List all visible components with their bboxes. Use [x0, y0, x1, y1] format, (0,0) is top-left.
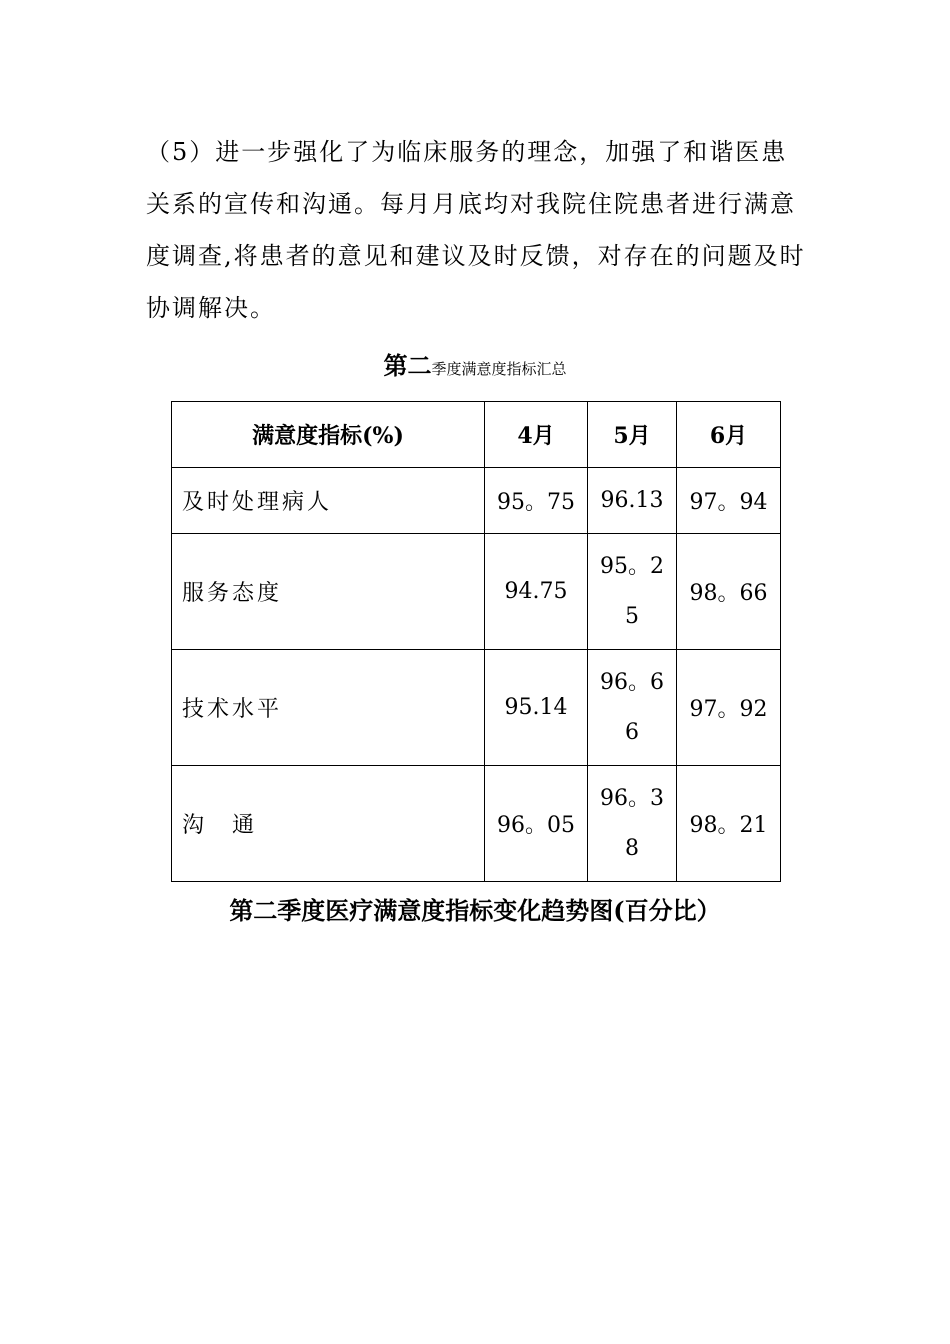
table-title-prefix: 第二 [383, 351, 432, 380]
cell-april: 95。75 [485, 468, 588, 534]
table-title [0, 348, 950, 387]
row-label: 及时处理病人 [172, 468, 485, 534]
cell-june: 97。92 [677, 650, 781, 766]
table-row [172, 650, 781, 766]
table-row [172, 468, 781, 534]
cell-may-value: 95。25 [600, 553, 664, 629]
header-may: 5月 [588, 402, 677, 468]
chart-title: 第二季度医疗满意度指标变化趋势图(百分比） [229, 896, 721, 925]
cell-april: 94.75 [485, 534, 588, 650]
paragraph-line: 关系的宣传和沟通。每月月底均对我院住院患者进行满意 [146, 190, 796, 218]
cell-april: 95.14 [485, 650, 588, 766]
satisfaction-table [171, 401, 781, 882]
table-title-suffix: 季度满意度指标汇总 [431, 360, 567, 378]
cell-june: 98。21 [677, 766, 781, 882]
row-label: 沟 通 [172, 766, 485, 882]
table-header-row [172, 402, 781, 468]
paragraph-line: （5）进一步强化了为临床服务的理念，加强了和谐医患 [146, 138, 788, 166]
table-row [172, 766, 781, 882]
header-june: 6月 [677, 402, 781, 468]
paragraph-line: 协调解决。 [146, 294, 276, 322]
row-label: 技术水平 [172, 650, 485, 766]
body-paragraph [146, 126, 806, 334]
paragraph-line: 度调查,将患者的意见和建议及时反馈，对存在的问题及时 [146, 242, 806, 270]
cell-june: 97。94 [677, 468, 781, 534]
cell-may [588, 650, 677, 766]
cell-may-value: 96。66 [600, 669, 664, 745]
cell-may-value: 96。38 [600, 785, 664, 861]
header-april: 4月 [485, 402, 588, 468]
cell-may [588, 534, 677, 650]
cell-june: 98。66 [677, 534, 781, 650]
cell-april: 96。05 [485, 766, 588, 882]
row-label: 服务态度 [172, 534, 485, 650]
table-row [172, 534, 781, 650]
cell-may [588, 766, 677, 882]
cell-may: 96.13 [588, 468, 677, 534]
header-indicator: 满意度指标(%) [172, 402, 485, 468]
